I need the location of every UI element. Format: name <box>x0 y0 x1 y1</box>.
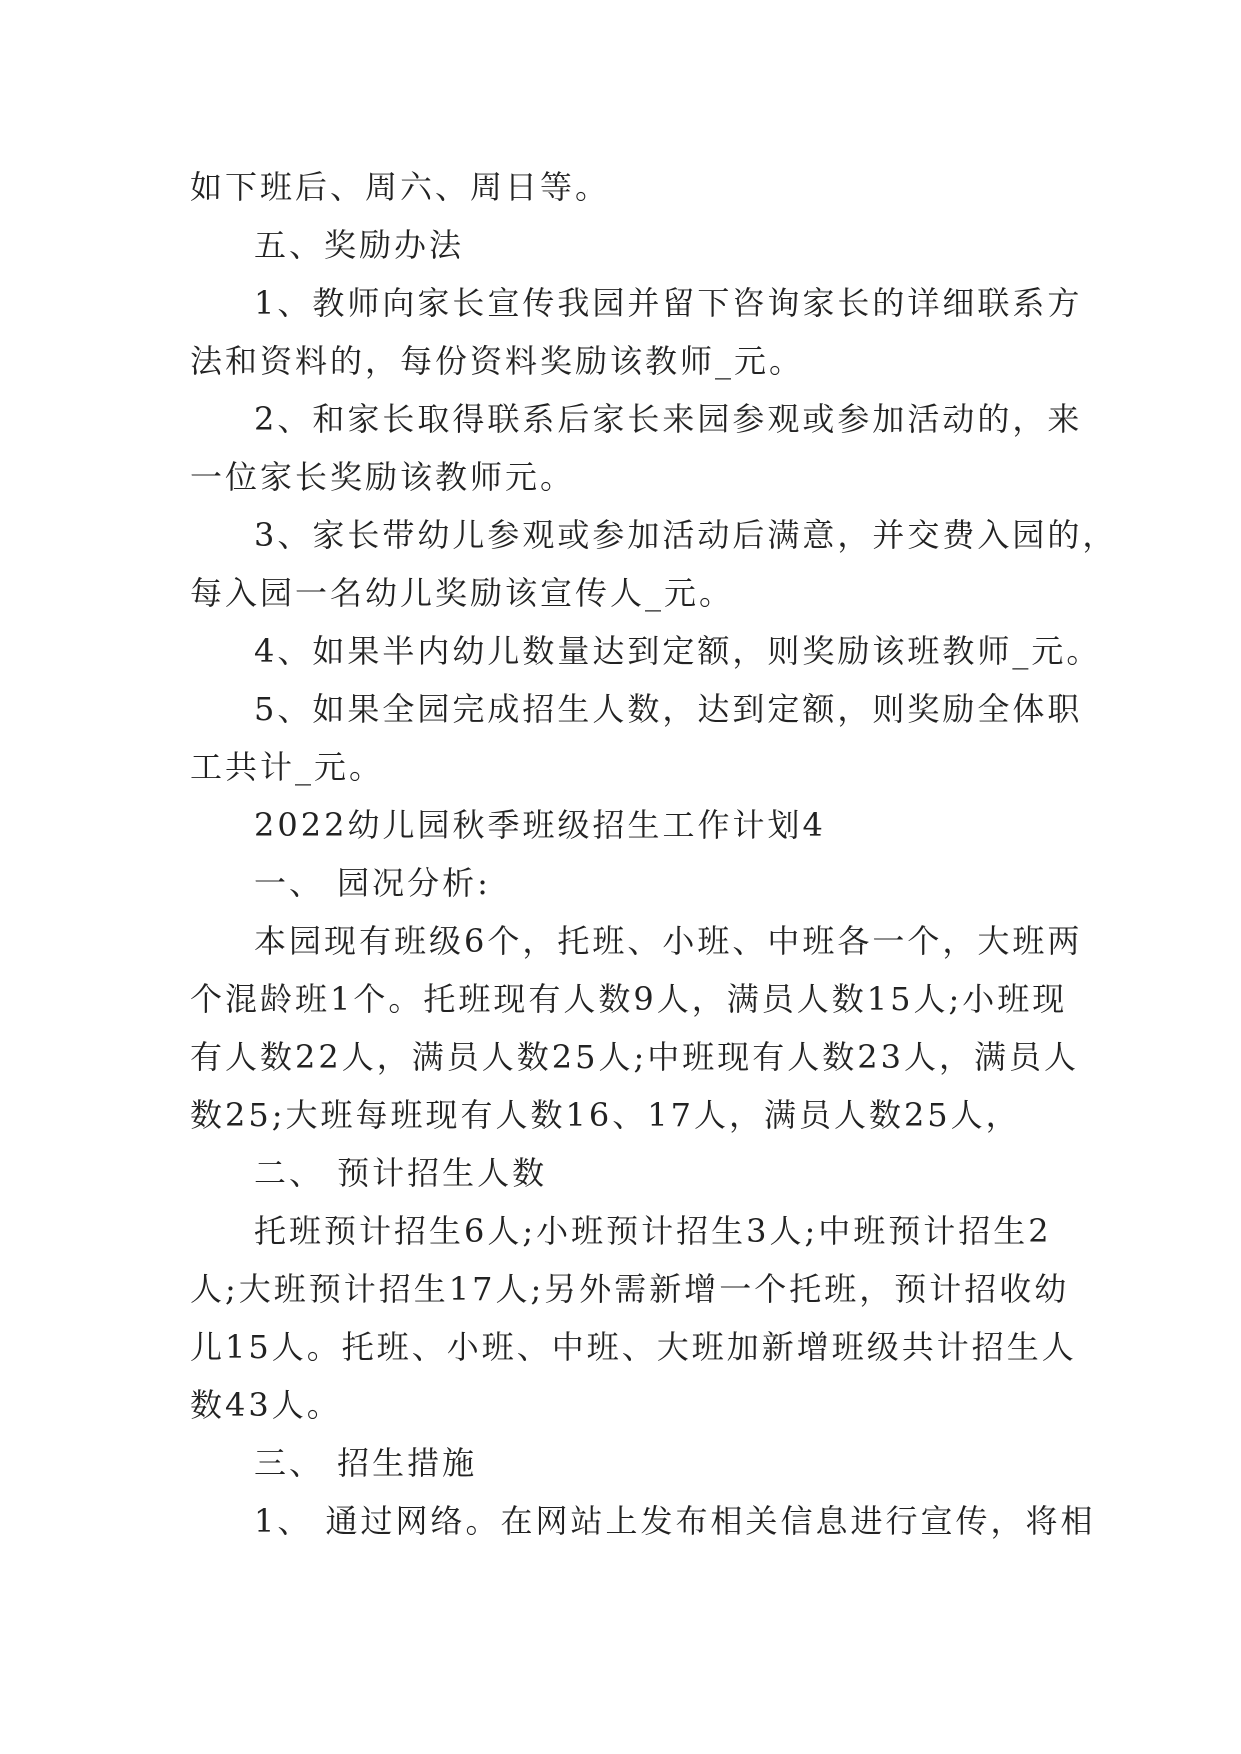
paragraph-line: 3、家长带幼儿参观或参加活动后满意，并交费入园的， <box>254 516 1118 554</box>
paragraph-line: 1、教师向家长宣传我园并留下咨询家长的详细联系方 <box>254 284 1083 322</box>
paragraph-line: 4、如果半内幼儿数量达到定额，则奖励该班教师_元。 <box>254 632 1102 670</box>
paragraph-line: 2、和家长取得联系后家长来园参观或参加活动的，来 <box>254 400 1083 438</box>
paragraph-line: 数25;大班每班现有人数16、17人，满员人数25人， <box>190 1096 1021 1134</box>
paragraph-line: 个混龄班1个。托班现有人数9人，满员人数15人;小班现 <box>190 980 1068 1018</box>
paragraph-line: 数43人。 <box>190 1386 342 1424</box>
paragraph-line: 每入园一名幼儿奖励该宣传人_元。 <box>190 574 735 612</box>
section-heading: 三、 招生措施 <box>254 1444 478 1482</box>
paragraph-line: 1、 通过网络。在网站上发布相关信息进行宣传，将相 <box>254 1502 1096 1540</box>
paragraph-line: 工共计_元。 <box>190 748 385 786</box>
paragraph-line: 法和资料的，每份资料奖励该教师_元。 <box>190 342 805 380</box>
paragraph-line: 儿15人。托班、小班、中班、大班加新增班级共计招生人 <box>190 1328 1077 1366</box>
section-heading: 一、 园况分析: <box>254 864 491 902</box>
paragraph-line: 如下班后、周六、周日等。 <box>190 168 611 206</box>
section-heading: 二、 预计招生人数 <box>254 1154 548 1192</box>
paragraph-line: 人;大班预计招生17人;另外需新增一个托班，预计招收幼 <box>190 1270 1070 1308</box>
paragraph-line: 有人数22人，满员人数25人;中班现有人数23人，满员人 <box>190 1038 1079 1076</box>
section-heading: 五、奖励办法 <box>254 226 465 264</box>
paragraph-line: 一位家长奖励该教师元。 <box>190 458 576 496</box>
document-title: 2022幼儿园秋季班级招生工作计划4 <box>254 806 826 844</box>
paragraph-line: 5、如果全园完成招生人数，达到定额，则奖励全体职 <box>254 690 1083 728</box>
paragraph-line: 本园现有班级6个，托班、小班、中班各一个，大班两 <box>254 922 1083 960</box>
paragraph-line: 托班预计招生6人;小班预计招生3人;中班预计招生2 <box>254 1212 1052 1250</box>
